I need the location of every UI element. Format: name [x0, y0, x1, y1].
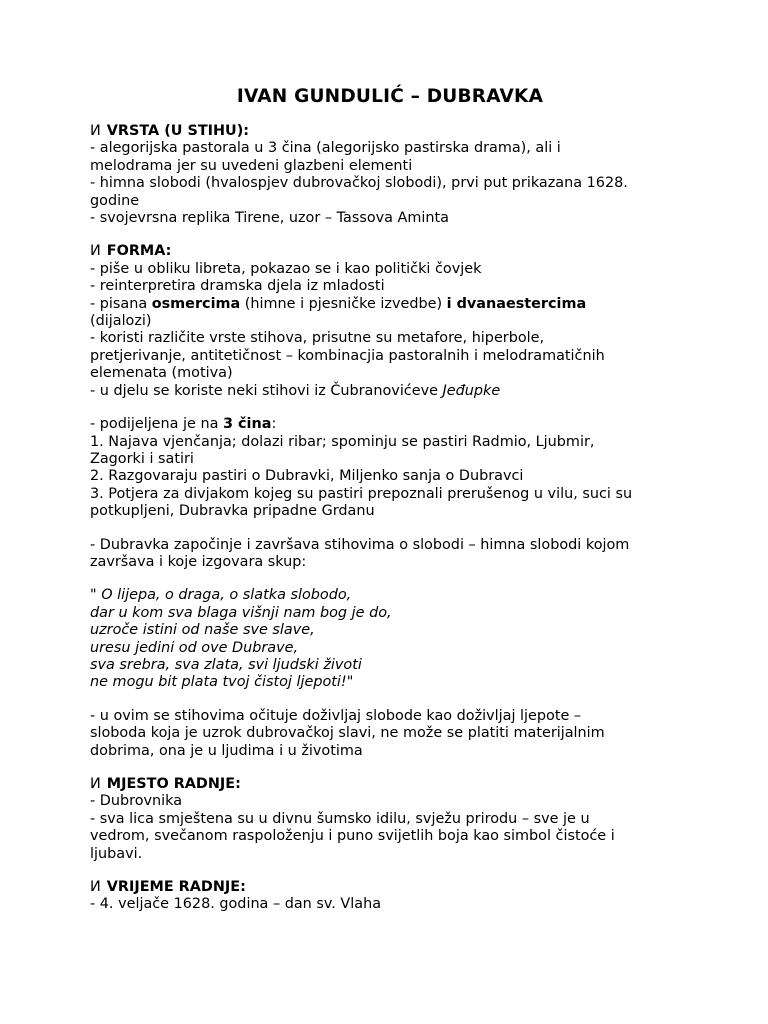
bold-term: 3 čina — [223, 416, 272, 433]
text-line: - Dubrovnika — [90, 793, 183, 810]
text-line: pretjerivanje, antitetičnost – kombinacjia pastoralnih i melodramatičnih — [90, 347, 605, 364]
text-line: - himna slobodi (hvalospjev dubrovačkoj slobodi), prvi put prikazana 1628. — [90, 175, 628, 192]
text-line: - koristi različite vrste stihova, prisutne su metafore, hiperbole, — [90, 330, 545, 347]
text-line: - svojevrsna replika Tirene, uzor – Tassova Aminta — [90, 210, 449, 227]
text-line: - alegorijska pastorala u 3 čina (alegorijsko pastirska drama), ali i — [90, 140, 561, 157]
text-line: Zagorki i satiri — [90, 450, 194, 467]
verse-line: sva srebra, sva zlata, svi ljudski životi — [90, 656, 362, 673]
bold-term: osmercima — [151, 295, 241, 312]
text-line: - u djelu se koriste neki stihovi iz Čubranovićeve Jeđupke — [90, 382, 501, 399]
text-line: - podijeljena je na 3 čina: — [90, 416, 277, 433]
section-heading-vrsta: ⵍ VRSTA (U STIHU): — [90, 123, 250, 139]
verse-line: " O lijepa, o draga, o slatka slobodo, — [90, 587, 352, 604]
text-line: godine — [90, 192, 140, 209]
verse-line: uresu jedini od ove Dubrave, — [90, 639, 299, 656]
document-title: IVAN GUNDULIĆ – DUBRAVKA — [236, 86, 544, 107]
text-line: 1. Najava vjenčanja; dolazi ribar; spominju se pastiri Radmio, Ljubmir, — [90, 433, 595, 450]
bold-term: i dvanaestercima — [446, 295, 587, 312]
text-line: - piše u obliku libreta, pokazao se i kao politički čovjek — [90, 260, 482, 277]
text-line: 2. Razgovaraju pastiri o Dubravki, Miljenko sanja o Dubravci — [90, 468, 524, 485]
verse-line: ne mogu bit plata tvoj čistoj ljepoti!" — [90, 674, 354, 691]
text-line: sloboda koja je uzrok dubrovačkoj slavi, ne može se platiti materijalnim — [90, 725, 605, 742]
italic-title: Jeđupke — [442, 382, 501, 399]
text-line: - u ovim se stihovima očituje doživljaj slobode kao doživljaj ljepote – — [90, 707, 582, 724]
text-line: potkupljeni, Dubravka pripadne Grdanu — [90, 503, 375, 520]
text-line: - reinterpretira dramska djela iz mladosti — [90, 278, 385, 295]
text-line: 3. Potjera za divjakom kojeg su pastiri prepoznali prerušenog u vilu, suci su — [90, 485, 633, 502]
text-line: elemenata (motiva) — [90, 365, 233, 382]
bullet-icon: ⵍ — [90, 243, 101, 260]
text-line: ljubavi. — [90, 845, 143, 862]
text-line: - 4. veljače 1628. godina – dan sv. Vlaha — [90, 896, 382, 913]
text-line: - Dubravka započinje i završava stihovima o slobodi – himna slobodi kojom — [90, 536, 630, 553]
document-page — [90, 80, 690, 914]
text-line: završava i koje izgovara skup: — [90, 553, 307, 570]
text-line: vedrom, svečanom raspoloženju i puno svijetlih boja kao simbol čistoće i — [90, 828, 615, 845]
text-line: - pisana osmercima (himne i pjesničke izvedbe) i dvanaestercima — [90, 295, 587, 312]
section-heading-forma: ⵍ FORMA: — [90, 243, 172, 260]
bullet-icon: ⵍ — [90, 123, 101, 139]
bullet-icon: ⵍ — [90, 776, 101, 792]
section-heading-vrijeme: ⵍ VRIJEME RADNJE: — [90, 879, 246, 896]
section-heading-mjesto: ⵍ MJESTO RADNJE: — [90, 776, 241, 792]
text-line: (dijalozi) — [90, 313, 152, 330]
text-line: - sva lica smještena su u divnu šumsko idilu, svježu prirodu – sve je u — [90, 810, 590, 827]
text-line: melodrama jer su uvedeni glazbeni elementi — [90, 157, 413, 174]
text-line: dobrima, ona je u ljudima i u životima — [90, 742, 363, 759]
verse-line: dar u kom sva blaga višnji nam bog je do, — [90, 604, 392, 621]
bullet-icon: ⵍ — [90, 879, 101, 896]
verse-line: uzroče istini od naše sve slave, — [90, 622, 315, 639]
